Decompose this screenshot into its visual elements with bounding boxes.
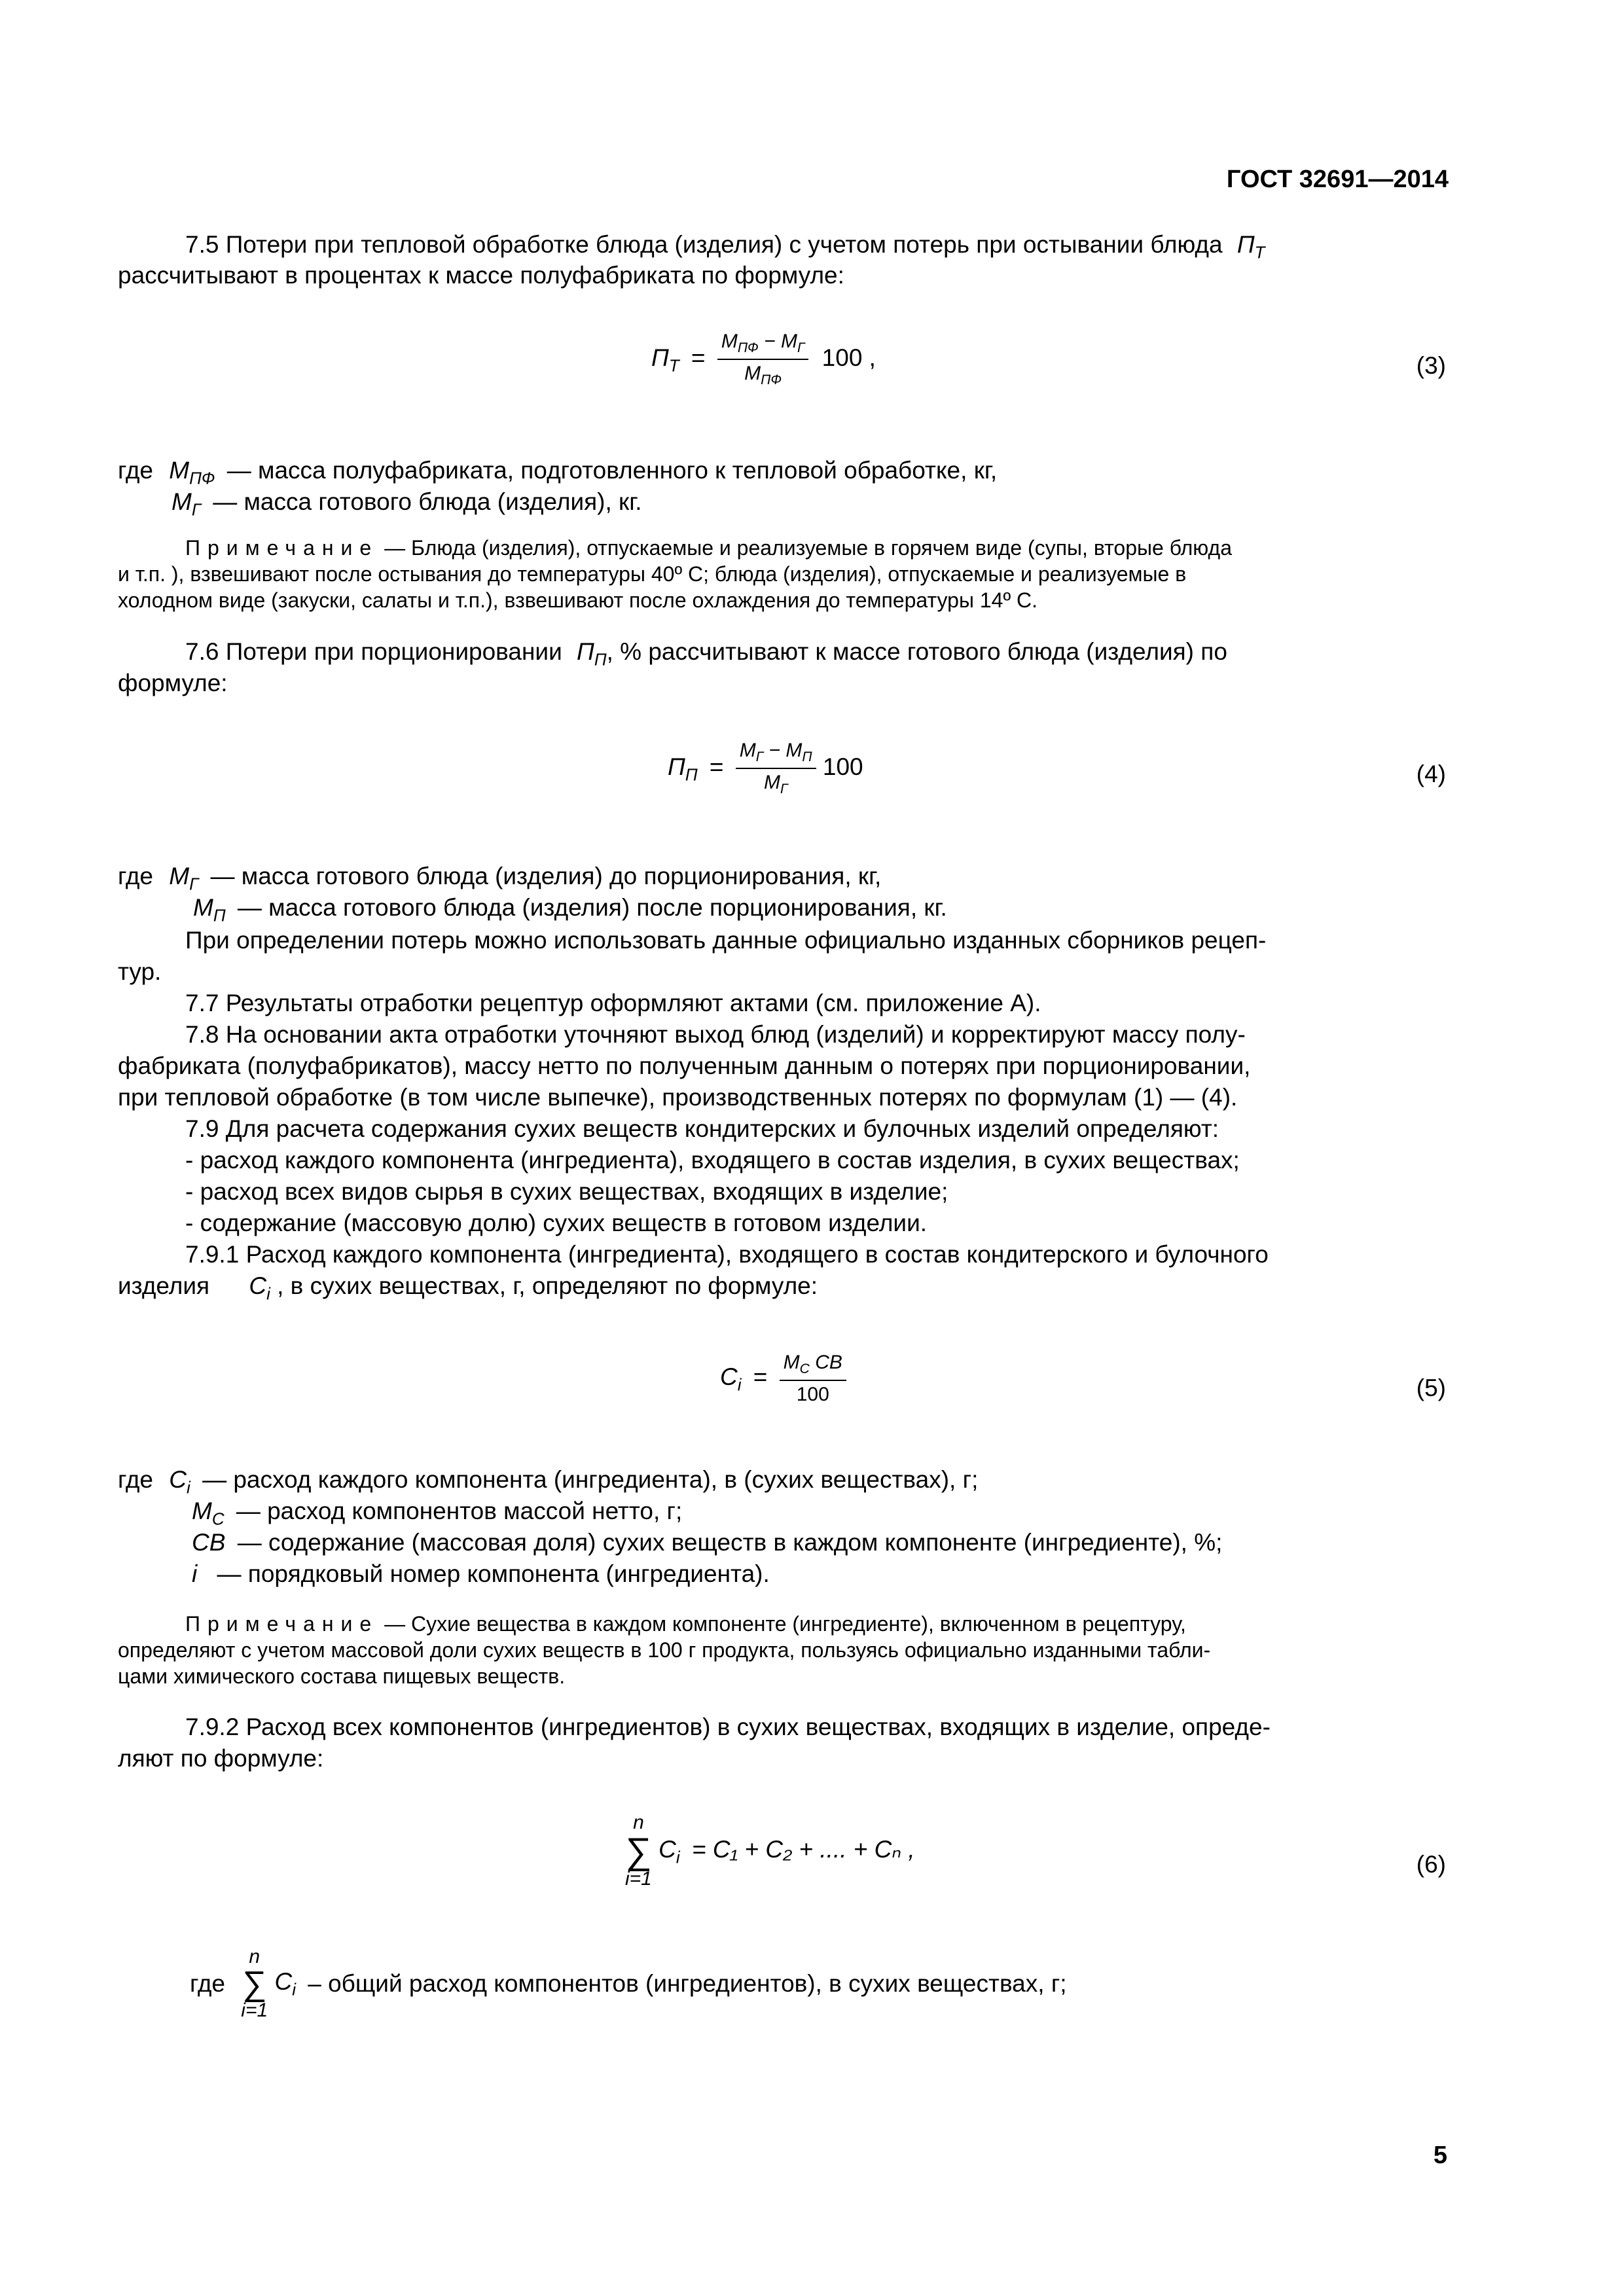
f3-fraction: $\frac{М_{ПФ} - М_Г}{М_{ПФ}}$ (717, 331, 809, 388)
f6-rhs: = С₁ + С₂ + .... + Сₙ , (691, 1835, 915, 1863)
sum-sign: ∑ (625, 1830, 652, 1871)
document-code: ГОСТ 32691—2014 (1226, 166, 1449, 193)
body-line9: - расход всех видов сырья в сухих веществах, входящих в изделие; (185, 1178, 948, 1205)
where3-line1: где $М_{ПФ}$ — масса полуфабриката, подготовленного к тепловой обработке, кг, (118, 457, 998, 488)
p792-line1: 7.9.2 Расход всех компонентов (ингредиентов) в сухих веществах, входящих в изделие, опреде- (185, 1713, 1271, 1740)
note1-line3: холодном виде (закуски, салаты и т.п.), взвешивают после охлаждения до температуры 14º С. (118, 588, 1038, 612)
formula-6-number: (6) (1416, 1851, 1446, 1878)
where5-line2: $М_С$ — расход компонентов массой нетто, г; (192, 1498, 683, 1529)
body-line3: 7.7 Результаты отработки рецептур оформляют актами (см. приложение А). (185, 990, 1041, 1016)
f4-fraction: $\frac{М_Г - М_П}{М_Г}$ (736, 740, 816, 797)
p75-line2: рассчитывают в процентах к массе полуфабриката по формуле: (118, 262, 844, 289)
f5-fraction: $\frac{М_С СВ}{100}$ (780, 1352, 846, 1406)
formula-4: $П_П$ = $\frac{М_Г - М_П}{М_Г}$ 100 (668, 740, 863, 797)
where6-line: где n ∑ i=1 $С_i$ – общий расход компонентов (ингредиентов), в сухих веществах, г; (190, 1946, 1067, 2021)
body-line7: 7.9 Для расчета содержания сухих веществ кондитерских и булочных изделий определяют: (185, 1115, 1219, 1142)
body-line4: 7.8 На основании акта отработки уточняют выход блюд (изделий) и корректируют массу полу- (185, 1021, 1246, 1048)
formula-5-number: (5) (1416, 1374, 1446, 1401)
formula-4-number: (4) (1416, 761, 1446, 787)
body-line5: фабриката (полуфабрикатов), массу нетто по полученным данным о потерях при порционировании, (118, 1052, 1251, 1079)
where5-line1: где $С_i$ — расход каждого компонента (ингредиента), в (сухих веществах), г; (118, 1466, 979, 1498)
where5-line3: СВ — содержание (массовая доля) сухих веществ в каждом компоненте (ингредиенте), %; (192, 1529, 1223, 1556)
f3-multiplier: 100 , (821, 344, 876, 371)
p76-line1: 7.6 Потери при порционировании $П_П$, % рассчитывают к массе готового блюда (изделия) по (185, 638, 1227, 670)
p76-line2: формуле: (118, 670, 228, 696)
body-line12: изделия $С_i$ , в сухих веществах, г, определяют по формуле: (118, 1272, 818, 1304)
p75-symbol: $П_Т$ (1236, 231, 1265, 262)
body-line6: при тепловой обработке (в том числе выпечке), производственных потерях по формулам (1) — (4). (118, 1084, 1238, 1111)
body-line11: 7.9.1 Расход каждого компонента (ингредиента), входящего в состав кондитерского и булочного (185, 1241, 1269, 1268)
note1-line2: и т.п. ), взвешивают после остывания до температуры 40º С; блюда (изделия), отпускаемые и реализуемые в (118, 562, 1187, 586)
where3-line2: $М_Г$ — масса готового блюда (изделия), кг. (171, 488, 642, 520)
body-line1: При определении потерь можно использовать данные официально изданных сборников рецеп- (185, 927, 1267, 954)
formula-6: n ∑ i=1 $С_i = С_1 + С_2$ + .... + Сₙ , (625, 1812, 915, 1890)
formula-3: $П_Т$ = $\frac{М_{ПФ} - М_Г}{М_{ПФ}}$ 100 , (651, 331, 876, 387)
where4-line1: где $М_Г$ — масса готового блюда (изделия) до порционирования, кг, (118, 863, 882, 894)
where4-line2: $М_П$ — масса готового блюда (изделия) после порционирования, кг. (193, 894, 947, 925)
p792-line2: ляют по формуле: (118, 1745, 324, 1772)
formula-3-number: (3) (1416, 352, 1446, 379)
note1-line1: Примечание — Блюда (изделия), отпускаемые и реализуемые в горячем виде (супы, вторые блюда (185, 536, 1233, 560)
note2-line3: цами химического состава пищевых веществ. (118, 1664, 566, 1688)
f4-multiplier: 100 (822, 753, 863, 780)
f3-lhs: $П_Т$ (651, 344, 679, 376)
note2-line1: Примечание — Сухие вещества в каждом компоненте (ингредиенте), включенном в рецептуру, (185, 1612, 1186, 1636)
note2-line2: определяют с учетом массовой доли сухих веществ в 100 г продукта, пользуясь официально изданными табли- (118, 1638, 1211, 1662)
body-line8: - расход каждого компонента (ингредиента), входящего в состав изделия, в сухих веществах; (185, 1147, 1240, 1174)
body-line10: - содержание (массовую долю) сухих веществ в готовом изделии. (185, 1210, 928, 1236)
where5-line4: i — порядковый номер компонента (ингредиента). (192, 1560, 770, 1587)
page-number: 5 (1433, 2142, 1447, 2169)
body-line2: тур. (118, 958, 162, 985)
p75-text1: 7.5 Потери при тепловой обработке блюда (изделия) с учетом потерь при остывании блюда (185, 231, 1223, 258)
formula-5: $С_i$ = $\frac{М_С СВ}{100}$ (720, 1352, 846, 1406)
